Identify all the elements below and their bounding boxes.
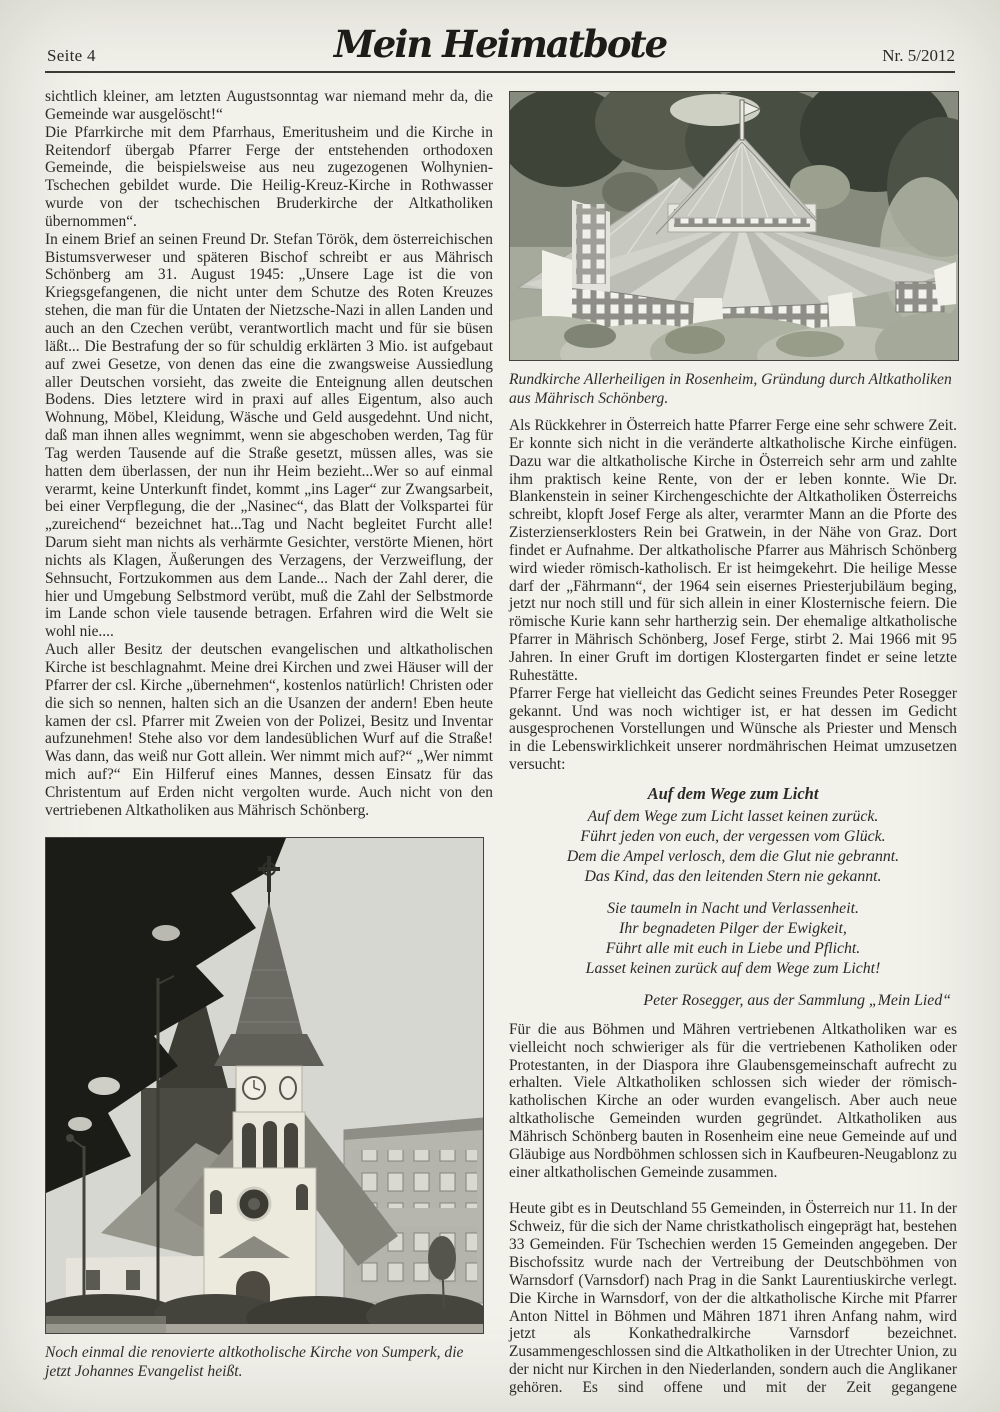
poem-attribution: Peter Rosegger, aus der Sammlung „Mein Lied“ (643, 991, 951, 1009)
right-column-text-bottom (509, 1021, 957, 1397)
poem-stanza (509, 807, 957, 887)
paragraph: In einem Brief an seinen Freund Dr. Stefan Török, dem österreichischen Bistumsverweser und späteren Bischof schreibt er aus Mährisch Schönberg am 31. August 1945: „Unsere Lage ist die von Kriegsgefangenen, die nicht unter dem Schutze des Roten Kreuzes stehen, die man für die Untaten der Nietzsche-Nazi in allen Landen und auch an den Czechen verübt, verantwortlich macht und für sie büsen läßt... Die Bestrafung der so für schuldig erklärten 3 Mio. ist aufgebaut auf zwei Gesetze, von denen das eine die zwangsweise Aussiedlung aller Deutschen vorsieht, das zweite die Enteignung allen deutschen Bodens. Dies letztere wird in praxi auf alles Eigentum, also auch Wohnung, Möbel, Kleidung, Wäsche und Geld ausgedehnt. Und nicht, daß man ihnen alles wegnimmt, wenn sie abgeschoben werden, Tag für Tag werden Tausende auf die Straße gesetzt, müssen alles, was sie hatten dem überlassen, der nun ihr Heim bezieht...Wer so auf einmal verarmt, keine Unterkunft findet, kommt „ins Lager“ zur Zwangsarbeit, bei einer Verpflegung, die der „Nasinec“, das Blatt der Volkspartei für „zureichend“ bezeichnet hat...Tag und Nacht begleitet Furcht alle! Darum sieht man nichts als verhärmte Gesichter, verstörte Mienen, hört nichts als Klagen, Äußerungen des Verzagens, der Verzweiflung, der Sehnsucht, Fortzukommen aus dem Lande... Nach der Zahl derer, die hier und Umgebung Selbstmord verübt, muß die Zahl der Selbstmorde im Lande schon viele tausende betragen. Erfahren wird die Welt sie wohl nie.... (45, 230, 493, 641)
paragraph: Heute gibt es in Deutschland 55 Gemeinden, in Österreich nur 11. In der Schweiz, für die sich der Name christkatholisch eingeprägt hat, bestehen 33 Gemeinden. Für Tschechien werden 15 Gemeinden angegeben. Der Bischofssitz wurde nach der Vertreibung der Deutschböhmen von Warnsdorf (Varnsdorf) nach Prag in die Sankt Laurentiuskirche verlegt. Die Kirche in Warnsdorf, von der die altkatholische Kirche mit Pfarrer Anton Nittel in Böhmen und Mähren 1871 ihren Anfang nahm, wird jetzt als Konkathedralkirche Varnsdorf bezeichnet. Zusammengeschlossen sind die Altkatholiken in der Utrechter Union, zu der nicht nur Kirchen in den Niederlanden, sondern auch die Anglikaner gehören. Es sind offene und mit der Zeit gegangene (509, 1200, 957, 1396)
left-column-text (45, 88, 493, 820)
poem-block (509, 784, 957, 1011)
poem-title: Auf dem Wege zum Licht (647, 783, 819, 803)
poem-line: Dem die Ampel verlosch, dem die Glut nie gebrannt. (566, 847, 900, 865)
paragraph: Die Pfarrkirche mit dem Pfarrhaus, Emeritusheim und die Kirche in Reitendorf übergab Pfarrer Ferge der entstehenden orthodoxen Gemeinde, die beispielsweise aus neu zugezogenen Wolhynien-Tschechen gebildet wurde. Die Heilig-Kreuz-Kirche in Rothwasser wurde von der tschechischen Bruderkirche der Altkatholiken übernommen“. (45, 123, 493, 230)
figure-sumperk-church (45, 837, 493, 1381)
figure-rundkirche (509, 91, 957, 408)
figure-caption-rundkirche: Rundkirche Allerheiligen in Rosenheim, Gründung durch Altkatholiken aus Mährisch Schönberg. (509, 371, 952, 407)
header-rule (45, 71, 955, 73)
poem-line: Führt alle mit euch in Liebe und Pflicht. (605, 939, 861, 957)
page-number: Seite 4 (47, 46, 96, 65)
masthead-title: Mein Heimatbote (333, 22, 667, 66)
issue-number: Nr. 5/2012 (882, 46, 955, 65)
poem-line: Das Kind, das den leitenden Stern nie gekannt. (584, 867, 882, 885)
paragraph: Als Rückkehrer in Österreich hatte Pfarrer Ferge eine sehr schwere Zeit. Er konnte sich nicht in die veränderte altkatholische Kirche einfügen. Dazu war die altkatholische Kirche in Österreich sehr arm und zahlte ihm praktisch keine Rente, von der er leben konnte. Wie Dr. Blankenstein in seiner Kirchengeschichte der Altkatholiken Österreichs schreibt, klopft Josef Ferge als alter, verarmter Mann an die Pforte des Zisterzienserklosters Rein bei Gratwein, in der Nähe von Graz. Dort findet er Aufnahme. Der altkatholische Pfarrer aus Mährisch Schönberg wird wieder römisch-katholisch. Er ist heimgekehrt. Die heilige Messe darf der „Fährmann“, der 1964 sein eisernes Priesterjubiläum beging, jetzt nur noch still und für sich allein in einer Klosternische feiern. Die römische Kurie kann sehr hartherzig sein. Der ehemalige altkatholische Pfarrer in Mährisch Schönberg, Josef Ferge, stirbt 2. Mai 1966 mit 95 Jahren. In einer Gruft im dortigen Klostergarten findet er seine letzte Ruhestätte. (509, 417, 957, 684)
rundkirche-photo (509, 91, 959, 361)
page-header (45, 0, 955, 72)
column-layout (45, 88, 955, 1397)
poem-line: Ihr begnadeten Pilger der Ewigkeit, (619, 919, 847, 937)
poem-line: Sie taumeln in Nacht und Verlassenheit. (607, 899, 859, 917)
poem-stanza (509, 899, 957, 979)
paragraph: Für die aus Böhmen und Mähren vertriebenen Altkatholiken war es vielleicht noch schwieriger als für die vertriebenen Katholiken oder Protestanten, in der Diaspora ihre Glaubensgemeinschaft aufrecht zu erhalten. Viele Altkatholiken schlossen sich wieder der römisch-katholischen Kirche an oder wurden evangelisch. Aber auch neue altkatholische Gemeinden wurden gegründet. Altkatholiken aus Mährisch Schönberg bauten in Rosenheim eine neue Gemeinde auf und Gläubige aus Nordböhmen schlossen sich in Kaufbeuren-Neugablonz zu einer altkatholischen Gemeinde zusammen. (509, 1020, 957, 1181)
right-column (509, 88, 957, 1397)
left-column (45, 88, 493, 1381)
figure-caption-sumperk: Noch einmal die renovierte altkotholische Kirche von Sumperk, die jetzt Johannes Evangelist heißt. (45, 1343, 464, 1380)
poem-line: Lasset keinen zurück auf dem Wege zum Licht! (585, 959, 881, 977)
poem-line: Auf dem Wege zum Licht lasset keinen zurück. (587, 807, 879, 825)
poem-line: Führt jeden von euch, der vergessen vom Glück. (580, 827, 886, 845)
paragraph: Pfarrer Ferge hat vielleicht das Gedicht seines Freundes Peter Rosegger gekannt. Und was noch wichtiger ist, er hat dessen im Gedicht ausgesprochenen Vorstellungen und Wünsche als Priester und Mensch in die Lebenswirklichkeit unserer nordmährischen Heimat umzusetzen versucht: (509, 684, 957, 774)
poem-stanzas (509, 807, 957, 979)
paragraph: sichtlich kleiner, am letzten Augustsonntag war niemand mehr da, die Gemeinde war ausgelöscht!“ (45, 88, 493, 123)
sumperk-church-photo (45, 837, 484, 1334)
right-column-text-top (509, 417, 957, 774)
paragraph: Auch aller Besitz der deutschen evangelischen und altkatholischen Kirche ist beschlagnahmt. Meine drei Kirchen und zwei Häuser will der Pfarrer der csl. Kirche „übernehmen“, kostenlos natürlich! Christen oder die sich so nennen, halten sich an die Usanzen der andern! Eben heute kamen der csl. Pfarrer mit Zweien von der Polizei, Besitz und Inventar aufzunehmen! Stehe also vor dem landesüblichen Wurf auf die Straße! Was dann, das weiß nur Gott allein. Wer nimmt mich auf?“ „Wer nimmt mich auf?“ Ein Hilferuf eines Mannes, dessen Einsatz für das Christentum auf Erden nicht vergolten wurde. Auch nicht von den vertriebenen Altkatholiken aus Mährisch Schönberg. (45, 641, 493, 819)
